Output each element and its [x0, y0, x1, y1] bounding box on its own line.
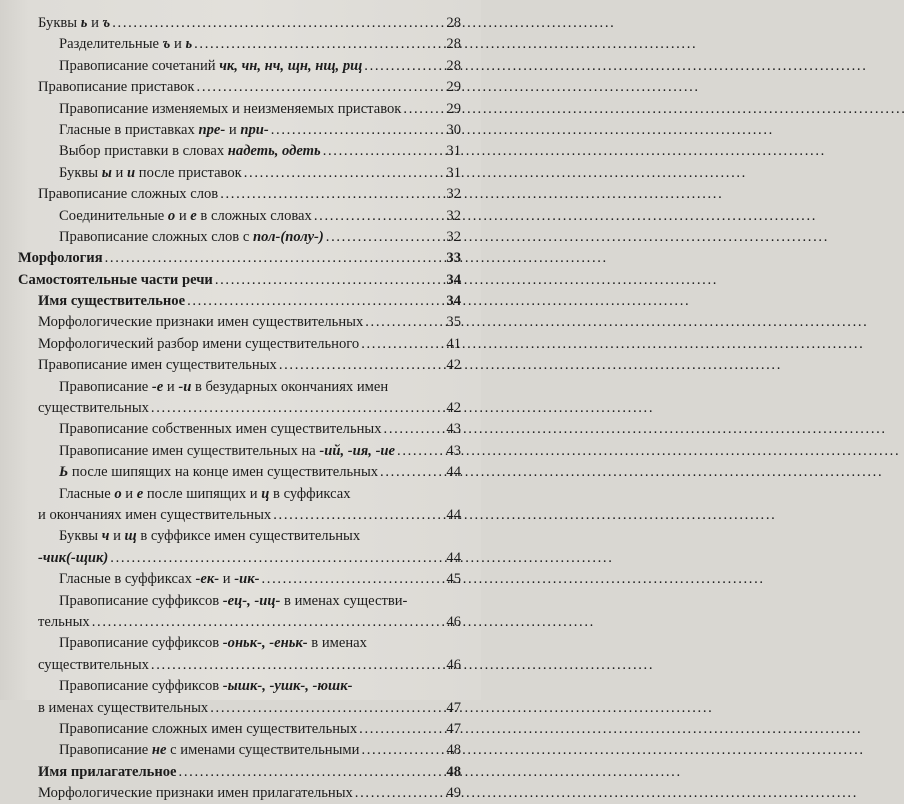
dot-leader [151, 398, 441, 419]
toc-entry-title-part: Правописание суффиксов [59, 592, 223, 609]
toc-entry-title [18, 270, 213, 291]
toc-entry-title-part: Правописание имен существительных [38, 357, 277, 374]
toc-entry-title-part: и [219, 571, 235, 588]
toc-entry-title [38, 655, 149, 676]
toc-entry-title-part: -ий, -ия, -ие [319, 442, 396, 459]
toc-entry-title [59, 163, 242, 184]
toc-entry-title-part: в безударных окончаниях имен [191, 378, 389, 395]
toc-entry-title-part: Правописание изменяемых и неизменяемых приставок [59, 100, 402, 117]
toc-page-number: 31 [446, 164, 461, 181]
toc-entry-title-part: надеть, одеть [227, 143, 321, 160]
toc-entry-title-part: ы [101, 164, 112, 181]
toc-entry-title [59, 591, 407, 612]
toc-entry-title-part: и [121, 485, 137, 502]
toc-entry [0, 398, 481, 419]
toc-entry-title-part: Правописание суффиксов [59, 635, 223, 652]
toc-entry-title-part: о [167, 207, 176, 224]
toc-entry-title [38, 698, 208, 719]
toc-entry [0, 163, 481, 184]
toc-entry-title-part: -ик- [234, 571, 260, 588]
toc-entry-title [38, 783, 353, 804]
toc-entry-title-part: ь [185, 36, 193, 53]
toc-page-number: 34 [446, 271, 461, 288]
toc-page-number: 28 [446, 36, 461, 53]
toc-entry-title [59, 484, 351, 505]
toc-entry-title-part: Правописание приставок [38, 79, 195, 96]
toc-entry [0, 505, 481, 526]
toc-entry [0, 13, 481, 34]
toc-entry-title-part: в именах существи- [280, 592, 408, 609]
toc-entry-title-part: Правописание [59, 742, 152, 759]
toc-entry-title-part: не [151, 742, 167, 759]
toc-page-number: 30 [446, 121, 461, 138]
toc-entry-title [59, 719, 357, 740]
toc-entry-title-part: существительных [38, 400, 149, 417]
dot-leader [244, 163, 441, 184]
toc-page-number: 42 [446, 357, 461, 374]
toc-page-number: 49 [446, 785, 461, 802]
dot-leader [323, 141, 441, 162]
toc-entry-title-part: пол-(полу-) [252, 228, 324, 245]
toc-entry [0, 312, 481, 333]
toc-entry-title-part: тельных [38, 613, 90, 630]
toc-entry-title [59, 56, 362, 77]
toc-entry-title [38, 548, 108, 569]
dot-leader [361, 740, 441, 761]
dot-leader [194, 34, 441, 55]
toc-entry-title [59, 34, 192, 55]
toc-entry-title [38, 762, 177, 783]
toc-page-number: 34 [446, 293, 461, 310]
table-of-contents [0, 13, 481, 804]
dot-leader [397, 441, 441, 462]
toc-entry [0, 184, 481, 205]
toc-entry-title-part: Гласные в приставках [59, 121, 199, 138]
toc-entry-title-part: -оньк-, -еньк- [222, 635, 308, 652]
toc-entry-title-part: и [87, 15, 103, 31]
dot-leader [380, 462, 441, 483]
dot-leader [92, 612, 441, 633]
dot-leader [361, 334, 441, 355]
toc-entry-title [38, 505, 271, 526]
toc-entry [0, 141, 481, 162]
toc-entry-title [38, 291, 185, 312]
toc-entry [0, 548, 481, 569]
toc-entry-title-part: Разделительные [59, 36, 163, 53]
toc-entry-title [38, 184, 218, 205]
toc-entry-title [38, 13, 110, 34]
toc-page-number: 48 [446, 742, 461, 759]
toc-page-number: 32 [446, 228, 461, 245]
dot-leader [271, 120, 441, 141]
toc-entry-title-part: ь [80, 15, 88, 31]
toc-entry-title-part: существительных [38, 656, 149, 673]
dot-leader [110, 548, 441, 569]
toc-entry-title-part: при- [240, 121, 269, 138]
dot-leader [197, 77, 441, 98]
toc-page-number: 35 [446, 314, 461, 331]
toc-entry-title-part: в сложных словах [196, 207, 312, 224]
toc-entry-title-part: Ь [59, 464, 69, 481]
toc-entry-title [18, 248, 103, 269]
toc-entry [0, 56, 481, 77]
toc-entry-title [59, 740, 359, 761]
toc-entry-title-part: о [114, 485, 122, 502]
dot-leader [215, 270, 441, 291]
toc-entry-title-part: Морфологические признаки имен существительных [38, 314, 364, 331]
toc-entry-title-part: в суффиксе имен существительных [136, 528, 361, 545]
toc-entry [0, 676, 481, 697]
toc-page-number: 44 [446, 464, 461, 481]
dot-leader [273, 505, 441, 526]
toc-entry-title-part: и [127, 164, 136, 181]
toc-entry [0, 291, 481, 312]
toc-entry [0, 355, 481, 376]
dot-leader [359, 719, 441, 740]
toc-entry [0, 270, 481, 291]
toc-entry-title-part: после шипящих и [143, 485, 262, 502]
toc-entry-title [59, 633, 367, 654]
toc-entry-title-part: ц [261, 485, 270, 502]
toc-entry [0, 655, 481, 676]
toc-entry-title-part: и [163, 378, 179, 395]
toc-entry-title-part: -и [178, 378, 192, 395]
toc-entry-title-part: Правописание сложных имен существительных [59, 720, 358, 737]
toc-entry-title-part: -е [151, 378, 164, 395]
toc-entry [0, 248, 481, 269]
toc-entry-title-part: Правописание собственных имен существительных [59, 421, 382, 438]
toc-entry-title-part: е [136, 485, 144, 502]
toc-entry [0, 77, 481, 98]
toc-entry-title [59, 462, 378, 483]
toc-entry [0, 698, 481, 719]
toc-page-number: 48 [446, 763, 461, 780]
toc-entry-title-part: Правописание суффиксов [59, 678, 223, 695]
dot-leader [187, 291, 441, 312]
toc-entry-title [59, 99, 401, 120]
toc-entry-title-part: Имя существительное [38, 293, 186, 310]
toc-entry-title-part: Гласные [59, 485, 115, 502]
dot-leader [105, 248, 441, 269]
toc-page-number: 47 [446, 699, 461, 716]
dot-leader [220, 184, 441, 205]
toc-entry-title [38, 398, 149, 419]
toc-entry-title-part: Имя прилагательное [38, 763, 177, 780]
toc-entry-title [38, 612, 90, 633]
toc-page-number: 32 [446, 186, 461, 203]
toc-entry-title [38, 355, 277, 376]
toc-entry-title-part: Правописание имен существительных на [59, 442, 320, 459]
toc-entry-title-part: в суффиксах [269, 485, 351, 502]
toc-page-number: 46 [446, 656, 461, 673]
dot-leader [326, 227, 441, 248]
toc-entry-title-part: и [225, 121, 241, 138]
toc-entry [0, 34, 481, 55]
toc-entry-title [59, 676, 352, 697]
toc-entry-title-part: и [175, 207, 191, 224]
dot-leader [314, 206, 441, 227]
toc-entry [0, 569, 481, 590]
toc-page-number: 45 [446, 571, 461, 588]
toc-entry-title [38, 77, 195, 98]
toc-entry-title-part: после шипящих на конце имен существительных [68, 464, 379, 481]
toc-page-number: 33 [446, 250, 461, 267]
toc-page-number: 29 [446, 79, 461, 96]
toc-entry [0, 719, 481, 740]
dot-leader [355, 783, 441, 804]
toc-entry-title-part: -ышк-, -ушк-, -юшк- [222, 678, 353, 695]
toc-entry-title-part: и [109, 528, 125, 545]
toc-entry [0, 227, 481, 248]
toc-entry-title-part: и [111, 164, 127, 181]
toc-entry [0, 612, 481, 633]
toc-entry-title [59, 227, 324, 248]
toc-entry-title-part: и окончаниях имен существительных [38, 506, 272, 523]
toc-entry-title-part: Самостоятельные части речи [18, 271, 213, 288]
toc-entry [0, 441, 481, 462]
toc-entry-title-part: после приставок [135, 164, 242, 181]
toc-entry-title-part: Правописание сложных слов с [59, 228, 253, 245]
toc-entry [0, 120, 481, 141]
dot-leader [261, 569, 441, 590]
toc-entry-title-part: пре- [198, 121, 226, 138]
toc-page-number: 43 [446, 421, 461, 438]
dot-leader [364, 56, 441, 77]
dot-leader [279, 355, 441, 376]
toc-entry [0, 783, 481, 804]
toc-page-number: 44 [446, 506, 461, 523]
toc-entry-title [59, 141, 321, 162]
toc-entry-title [38, 334, 359, 355]
toc-entry [0, 633, 481, 654]
toc-entry [0, 419, 481, 440]
toc-entry-title-part: в именах существительных [38, 699, 209, 716]
toc-entry-title-part: и [170, 36, 186, 53]
toc-entry [0, 377, 481, 398]
toc-entry [0, 740, 481, 761]
toc-page-number: 44 [446, 549, 461, 566]
toc-entry-title-part: ъ [102, 15, 111, 31]
toc-page-number: 32 [446, 207, 461, 224]
toc-entry-title [59, 441, 395, 462]
toc-entry-title [59, 377, 388, 398]
dot-leader [112, 13, 441, 34]
toc-page-number: 28 [446, 57, 461, 74]
toc-entry-title [59, 526, 360, 547]
toc-entry [0, 334, 481, 355]
toc-entry-title-part: с именами существительными [166, 742, 360, 759]
toc-entry-title-part: -ец-, -иц- [222, 592, 281, 609]
toc-entry [0, 99, 481, 120]
dot-leader [151, 655, 441, 676]
toc-entry-title-part: Выбор приставки в словах [59, 143, 228, 160]
toc-entry-title-part: Буквы [59, 528, 102, 545]
dot-leader [179, 762, 441, 783]
toc-entry-title-part: Гласные в суффиксах [59, 571, 196, 588]
toc-entry-title-part: -ек- [195, 571, 220, 588]
toc-entry-title [59, 120, 269, 141]
toc-page-number: 29 [446, 100, 461, 117]
toc-entry-title-part: Соединительные [59, 207, 168, 224]
dot-leader [403, 99, 441, 120]
toc-entry-title-part: ъ [162, 36, 171, 53]
toc-entry [0, 206, 481, 227]
toc-page-number: 28 [446, 15, 461, 31]
toc-entry [0, 484, 481, 505]
toc-entry-title-part: в именах [307, 635, 367, 652]
toc-page-number: 47 [446, 720, 461, 737]
toc-entry-title-part: Правописание сочетаний [59, 57, 220, 74]
toc-entry-title-part: -чик(-щик) [38, 549, 109, 566]
toc-entry-title-part: Буквы [38, 15, 81, 31]
toc-entry-title-part: Буквы [59, 164, 102, 181]
dot-leader [210, 698, 441, 719]
toc-page-number: 43 [446, 442, 461, 459]
toc-entry [0, 591, 481, 612]
toc-entry-title [38, 312, 363, 333]
toc-entry-title-part: щ [124, 528, 137, 545]
dot-leader [365, 312, 441, 333]
toc-entry-title [59, 419, 382, 440]
toc-entry-title-part: Морфологический разбор имени существительного [38, 335, 360, 352]
toc-entry-title [59, 569, 259, 590]
toc-page-number: 31 [446, 143, 461, 160]
toc-entry [0, 462, 481, 483]
toc-entry-title-part: чк, чн, нч, щн, нщ, рщ [219, 57, 363, 74]
toc-entry-title-part: Правописание сложных слов [38, 186, 219, 203]
toc-page-number: 41 [446, 335, 461, 352]
toc-entry-title-part: ч [101, 528, 110, 545]
toc-entry [0, 526, 481, 547]
toc-entry [0, 762, 481, 783]
toc-entry-title-part: Морфология [18, 250, 103, 267]
toc-entry-title [59, 206, 312, 227]
toc-entry-title-part: Правописание [59, 378, 152, 395]
toc-page-number: 42 [446, 400, 461, 417]
dot-leader [384, 419, 441, 440]
toc-entry-title-part: е [190, 207, 197, 224]
toc-page-number: 46 [446, 613, 461, 630]
toc-entry-title-part: Морфологические признаки имен прилагательных [38, 785, 353, 802]
